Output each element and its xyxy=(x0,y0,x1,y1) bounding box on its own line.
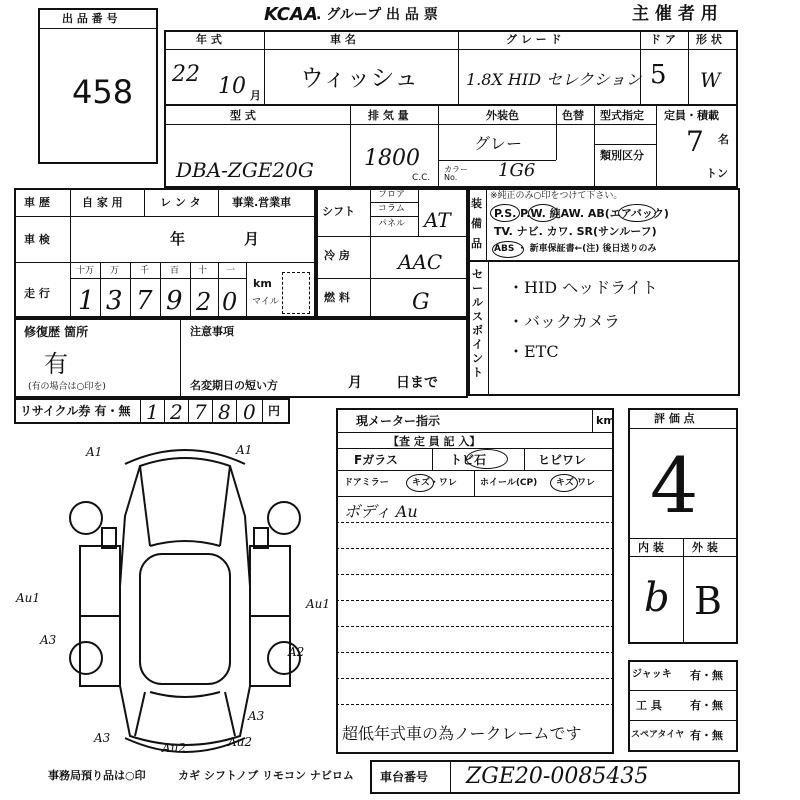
circle-mark xyxy=(406,474,434,492)
rename-label: 名変期日の短い方 xyxy=(190,379,278,392)
crack-label: ヒビワレ xyxy=(538,453,587,467)
tools-yes-no: 有・無 xyxy=(690,699,723,712)
model-value: DBA-ZGE20G xyxy=(176,158,314,182)
mileage-digit: 3 xyxy=(106,286,123,316)
shape-label: 形 状 xyxy=(696,33,722,46)
inspection-year: 年 xyxy=(170,230,186,248)
capacity-label: 定員・積載 xyxy=(664,109,719,122)
grade-value: 1.8X HID セレクション xyxy=(466,70,642,89)
history-rental: レ ン タ xyxy=(160,196,201,209)
ac-label: 冷 房 xyxy=(324,249,350,262)
assessor-section-label: 【査 定 員 記 入】 xyxy=(388,435,481,448)
mileage-digit: 7 xyxy=(136,286,153,316)
damage-mark: A2 xyxy=(288,645,305,659)
deposit-items: カギ シフトノブ リモコン ナビロム xyxy=(178,769,354,782)
doors-label: ド ア xyxy=(650,33,676,46)
damage-mark: Au2 xyxy=(228,735,253,749)
mileage-digit: 2 xyxy=(196,288,212,316)
weight-unit: トン xyxy=(706,167,728,180)
shift-column: コラム xyxy=(378,204,405,214)
spare-label: スペアタイヤ xyxy=(631,730,685,740)
exterior-label: 外 装 xyxy=(692,541,718,554)
repair-label: 修復歴 箇所 xyxy=(24,325,89,339)
shift-panel: パネル xyxy=(378,219,406,229)
doors-value: 5 xyxy=(650,60,667,90)
month-value: 10 xyxy=(218,74,246,99)
attention-label: 注意事項 xyxy=(190,325,234,338)
recycle-label: リサイクル券 有・無 xyxy=(20,404,131,418)
circle-mark xyxy=(550,474,578,492)
km-label: km xyxy=(253,277,272,290)
capacity-unit: 名 xyxy=(718,133,729,146)
equipment-line-3: ABS ・ 新車保証書←(注) 後日送りのみ xyxy=(494,244,657,254)
mile-label: マイル xyxy=(252,297,279,307)
repair-value: 有 xyxy=(44,350,68,378)
mirror-label: ドアミラー xyxy=(344,478,389,488)
front-glass-label: Fガラス xyxy=(354,453,398,467)
fuel-value: G xyxy=(412,290,430,315)
shift-label: シフト xyxy=(322,205,355,218)
inspector-note: 超低年式車の為ノークレームです xyxy=(342,724,582,743)
digit-header-100k: 十万 xyxy=(76,266,95,276)
mileage-digit: 0 xyxy=(222,288,238,316)
recycle-digit: 0 xyxy=(243,400,256,424)
damage-mark: A1 xyxy=(236,443,253,457)
damage-mark: A3 xyxy=(40,633,57,647)
car-name-value: ウィッシュ xyxy=(300,64,419,92)
year-value: 22 xyxy=(172,62,200,87)
jack-yes-no: 有・無 xyxy=(690,669,723,682)
repair-note: (有の場合は○印を) xyxy=(28,382,106,392)
inspector-note: ボディ Au xyxy=(344,502,418,521)
car-damage-diagram xyxy=(40,436,330,766)
mileage-label: 走 行 xyxy=(24,287,50,300)
history-commercial: 事業.営業車 xyxy=(232,196,292,209)
group-title: . グループ 出 品 票 xyxy=(316,7,438,23)
meter-label: 現メーター指示 xyxy=(356,414,441,428)
chassis-value: ZGE20-0085435 xyxy=(466,764,649,789)
selling-point-item: ・ETC xyxy=(508,342,559,361)
lot-number: 458 xyxy=(72,73,134,111)
grade-label: グ レ ー ド xyxy=(506,33,562,46)
damage-mark: Au1 xyxy=(306,597,331,611)
equipment-line-1: P.S. P.W. 純AW. AB(エアバック) xyxy=(494,207,669,220)
recycle-unit: 円 xyxy=(268,404,281,418)
mileage-digit: 9 xyxy=(166,286,183,316)
color-change-label: 色替 xyxy=(562,109,584,122)
circle-mark xyxy=(618,204,656,222)
digit-header-10k: 万 xyxy=(110,266,120,276)
color-value: グレー xyxy=(474,134,523,153)
circle-mark xyxy=(492,241,524,258)
equipment-note: ※純正のみ○印をつけて下さい。 xyxy=(490,191,623,201)
interior-value: b xyxy=(644,575,670,621)
damage-mark: A1 xyxy=(86,445,103,459)
damage-mark: Au2 xyxy=(162,741,187,755)
displacement-value: 1800 xyxy=(364,146,420,171)
year-label: 年 式 xyxy=(196,33,222,46)
exterior-color-label: 外装色 xyxy=(486,109,519,122)
damage-mark: Au1 xyxy=(16,591,41,605)
car-name-label: 車 名 xyxy=(330,33,356,46)
rename-day: 日まで xyxy=(396,375,438,391)
damage-mark: A3 xyxy=(248,709,265,723)
spare-yes-no: 有・無 xyxy=(690,729,723,742)
recycle-digit: 1 xyxy=(146,400,159,424)
recycle-digit: 8 xyxy=(218,400,231,424)
overall-score: 4 xyxy=(650,441,699,530)
meter-km-unit: km xyxy=(596,414,615,427)
digit-header-1: 一 xyxy=(226,266,236,276)
history-private: 自 家 用 xyxy=(82,196,123,209)
recycle-digit: 7 xyxy=(194,400,207,424)
class-label: 類別区分 xyxy=(600,149,644,162)
color-code-value: 1G6 xyxy=(498,160,536,181)
displacement-label: 排 気 量 xyxy=(368,109,409,122)
jack-label: ジャッキ xyxy=(632,669,672,680)
ac-value: AAC xyxy=(398,250,443,274)
digit-header-1k: 千 xyxy=(140,266,150,276)
mile-checkbox xyxy=(282,272,310,314)
cc-unit: C.C. xyxy=(412,173,431,183)
stone-chip-label: トビ石 xyxy=(450,453,487,467)
capacity-value: 7 xyxy=(686,125,704,158)
mirror-options: キズ・ワレ xyxy=(412,478,457,488)
shift-floor: フロア xyxy=(378,190,406,200)
circle-mark xyxy=(490,204,520,222)
lot-number-label: 出 品 番 号 xyxy=(62,12,118,25)
digit-header-10: 十 xyxy=(198,266,208,276)
mileage-digit: 1 xyxy=(78,286,95,316)
selling-point-item: ・HID ヘッドライト xyxy=(508,278,658,297)
shape-value: W xyxy=(700,68,721,92)
history-label: 車 歴 xyxy=(24,196,50,209)
copy-type: 主 催 者 用 xyxy=(632,4,718,24)
wheel-label: ホイール(CP) xyxy=(480,478,538,488)
circle-mark xyxy=(466,449,508,469)
shift-value: AT xyxy=(424,208,451,232)
damage-mark: A3 xyxy=(94,731,111,745)
equipment-label: 装 備 品 xyxy=(471,197,482,250)
chassis-label: 車台番号 xyxy=(380,770,429,784)
digit-header-100: 百 xyxy=(170,266,180,276)
circle-mark xyxy=(528,204,558,222)
brand-logo: KCAA xyxy=(264,4,318,25)
recycle-digit: 2 xyxy=(170,400,183,424)
equipment-line-2: TV. ナビ. カワ. SR(サンルーフ) xyxy=(494,225,657,238)
rename-month: 月 xyxy=(348,375,362,391)
fuel-label: 燃 料 xyxy=(324,291,350,304)
color-code-label: カラー No. xyxy=(444,165,468,182)
inspection-label: 車 検 xyxy=(24,233,50,246)
inspection-month: 月 xyxy=(244,230,260,248)
deposit-note: 事務局預り品は○印 xyxy=(48,769,146,782)
score-label: 評 価 点 xyxy=(654,412,695,425)
month-suffix: 月 xyxy=(250,89,261,102)
wheel-options: キズ ワレ xyxy=(556,478,595,488)
type-designation-label: 型式指定 xyxy=(600,109,644,122)
tools-label: 工 具 xyxy=(636,699,662,712)
interior-label: 内 装 xyxy=(638,541,664,554)
model-label: 型 式 xyxy=(230,109,256,122)
exterior-value: B xyxy=(694,579,722,623)
selling-point-item: ・バックカメラ xyxy=(508,312,621,331)
selling-points-label: セールスポイント xyxy=(472,268,483,379)
